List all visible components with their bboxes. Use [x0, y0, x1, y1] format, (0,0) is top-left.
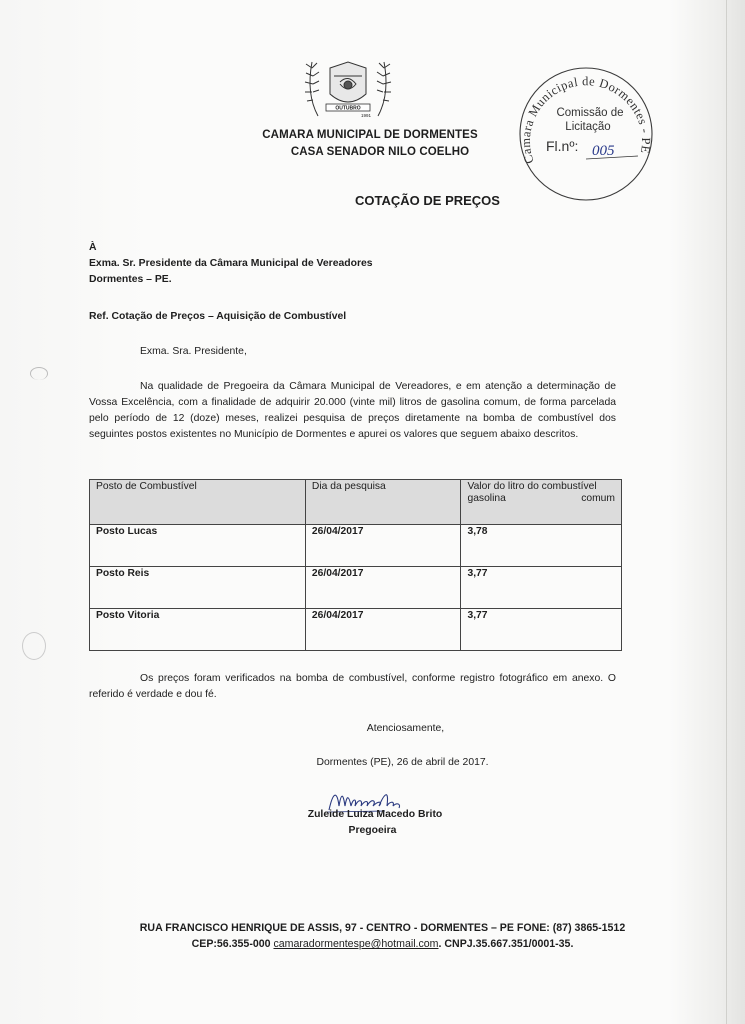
price-table [89, 479, 622, 651]
header-value: Valor do litro do combustível gasolina comum [461, 480, 622, 525]
building-name: CASA SENADOR NILO COELHO [290, 146, 470, 158]
fuel-price: 3,77 [461, 609, 622, 651]
municipal-crest-logo [296, 54, 400, 124]
stamp-line-1: Comissão de [556, 107, 624, 119]
stamp-line-2: Licitação [565, 121, 611, 133]
header-station: Posto de Combustível [90, 480, 306, 525]
signatory-role: Pregoeira [348, 825, 397, 836]
table-header-row [90, 480, 622, 525]
station-name: Posto Vitoria [90, 609, 306, 651]
licitation-commission-stamp [516, 62, 656, 202]
research-date: 26/04/2017 [305, 609, 461, 651]
crest-year: 1991 [360, 113, 372, 118]
paper-mark [30, 367, 48, 380]
station-name: Posto Lucas [90, 525, 306, 567]
document-title: COTAÇÃO DE PREÇOS [355, 193, 500, 208]
footer-email-link[interactable]: camaradormentespe@hotmail.com [273, 938, 439, 950]
table-row [90, 567, 622, 609]
stamp-folio-label: Fl.nº: [546, 138, 579, 154]
header-date: Dia da pesquisa [305, 480, 461, 525]
signatory-name: Zuleide Luiza Macedo Brito [307, 809, 443, 820]
station-name: Posto Reis [90, 567, 306, 609]
addressee-to: À [89, 242, 97, 253]
salutation: Exma. Sra. Presidente, [140, 346, 247, 357]
research-date: 26/04/2017 [305, 567, 461, 609]
fuel-price: 3,77 [461, 567, 622, 609]
addressee-line-1: Exma. Sr. Presidente da Câmara Municipal de Vereadores [89, 258, 373, 269]
footer-address: RUA FRANCISCO HENRIQUE DE ASSIS, 97 - CENTRO - DORMENTES – PE FONE: (87) 3865-1512 [139, 922, 626, 934]
footer-contacts [10, 938, 745, 950]
place-date: Dormentes (PE), 26 de abril de 2017. [316, 757, 489, 768]
footer-cnpj: . CNPJ.35.667.351/0001-35. [438, 938, 574, 950]
crest-ribbon-text: OUTUBRO [335, 105, 361, 112]
paper-mark [22, 632, 46, 660]
regards: Atenciosamente, [366, 723, 445, 734]
closing-paragraph: Os preços foram verificados na bomba de combustível, conforme registro fotográfico em anexo. O referido é verdade e dou fé. [89, 673, 616, 700]
body-paragraph: Na qualidade de Pregoeira da Câmara Municipal de Vereadores, e em atenção a determinação de Vossa Excelência, com a finalidade de adquirir 20.000 (vinte mil) litros de gasolina comum, de forma parcelada pelo período de 12 (doze) meses, realizei pesquisa de preços diretamente na bomba de combustível dos seguintes postos existentes no Município de Dormentes e apurei os valores que seguem abaixo descritos. [89, 381, 616, 440]
research-date: 26/04/2017 [305, 525, 461, 567]
stamp-folio-value: 005 [592, 143, 615, 159]
addressee-line-2: Dormentes – PE. [89, 274, 172, 285]
table-row [90, 525, 622, 567]
fuel-price: 3,78 [461, 525, 622, 567]
footer-cep: CEP:56.355-000 [191, 938, 271, 950]
reference-line: Ref. Cotação de Preços – Aquisição de Combustível [89, 311, 347, 322]
institution-name: CAMARA MUNICIPAL DE DORMENTES [262, 129, 478, 141]
table-row [90, 609, 622, 651]
stamp-ring-text: Camara Municipal de Dormentes - PE [518, 74, 654, 166]
